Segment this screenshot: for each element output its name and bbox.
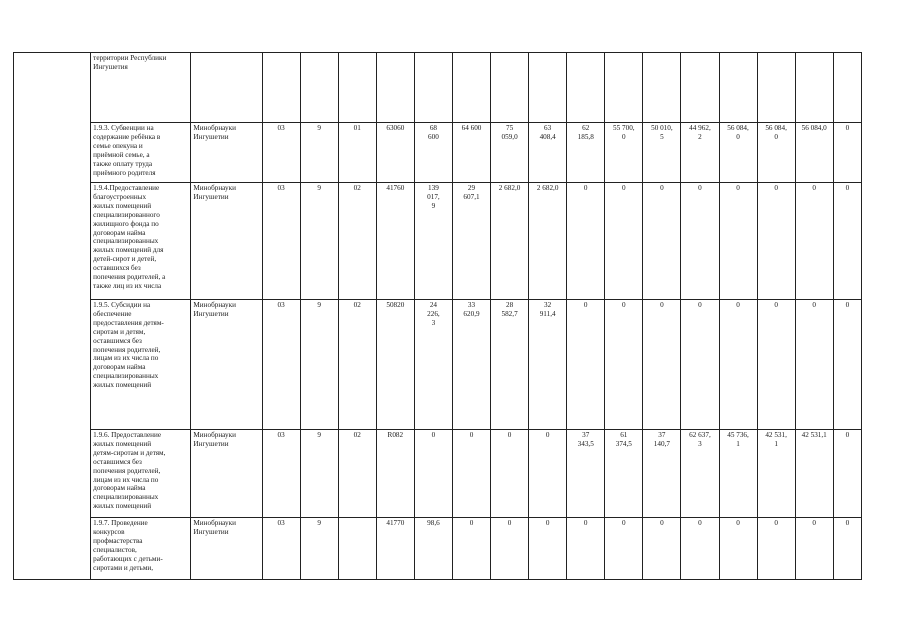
value-cell [795, 300, 833, 430]
cell-value: 0 [736, 184, 740, 192]
cell-value: 9 [317, 431, 321, 439]
value-cell [681, 183, 719, 300]
value-cell [338, 300, 376, 430]
cell-value: 0 [698, 519, 702, 527]
executor-name: Минобрнауки Ингушетии [193, 124, 236, 141]
value-cell [681, 123, 719, 183]
value-cell [567, 430, 605, 518]
value-cell [643, 300, 681, 430]
value-cell [338, 123, 376, 183]
activity-name: 1.9.6. Предоставление жилых помещений детям-сиротам и детям, оставшимся без попечения родителей, лицам из их числа по договорам найма специализированных жилых помещений [93, 431, 166, 511]
value-cell [605, 300, 643, 430]
value-cell [491, 430, 529, 518]
cell-value: 42 531,1 [801, 431, 827, 439]
cell-value: 0 [622, 301, 626, 309]
cell-value: 56 084, 0 [765, 124, 787, 141]
cell-value: 0 [845, 184, 850, 192]
value-cell [491, 183, 529, 300]
value-cell [643, 518, 681, 580]
cell-value: 0 [845, 301, 850, 309]
value-cell [262, 53, 300, 123]
value-cell [300, 123, 338, 183]
activity-name: 1.9.3. Субвенции на содержание ребёнка в семье опекуна и приёмной семье, а также оплату труда приёмного родителя [93, 124, 161, 177]
activity-name-cell [91, 300, 191, 430]
cell-value: 56 084, 0 [727, 124, 749, 141]
activity-name-cell [91, 183, 191, 300]
cell-value: 41770 [386, 519, 405, 527]
value-cell [452, 183, 490, 300]
cell-value: 42 531, 1 [765, 431, 787, 448]
value-cell [643, 430, 681, 518]
cell-value: 37 343,5 [577, 431, 594, 448]
cell-value: 03 [277, 301, 285, 309]
cell-value: 62 637, 3 [689, 431, 711, 448]
value-cell [376, 430, 414, 518]
value-cell [681, 53, 719, 123]
cell-value: 44 962, 2 [689, 124, 711, 141]
cell-value: 0 [774, 301, 778, 309]
cell-value: 0 [545, 519, 550, 527]
value-cell [414, 53, 452, 123]
cell-value: 0 [622, 519, 626, 527]
cell-value: 9 [317, 301, 321, 309]
value-cell [833, 183, 861, 300]
value-cell [452, 300, 490, 430]
table-row [14, 53, 862, 123]
cell-value: 55 700, 0 [613, 124, 635, 141]
value-cell [605, 123, 643, 183]
cell-value: 0 [622, 184, 626, 192]
value-cell [338, 53, 376, 123]
cell-value: 0 [845, 124, 850, 132]
value-cell [452, 53, 490, 123]
executor-cell [191, 183, 262, 300]
activity-name-cell [91, 430, 191, 518]
value-cell [567, 123, 605, 183]
value-cell [529, 183, 567, 300]
value-cell [719, 53, 757, 123]
executor-cell [191, 430, 262, 518]
cell-value: 02 [353, 184, 361, 192]
value-cell [833, 53, 861, 123]
table-row [14, 300, 862, 430]
value-cell [719, 183, 757, 300]
value-cell [491, 123, 529, 183]
executor-cell [191, 300, 262, 430]
cell-value: 0 [583, 519, 588, 527]
activity-name-cell [91, 123, 191, 183]
cell-value: 33 620,9 [463, 301, 480, 318]
value-cell [833, 123, 861, 183]
value-cell [529, 53, 567, 123]
value-cell [567, 300, 605, 430]
cell-value: 0 [469, 519, 474, 527]
activity-name-cell [91, 518, 191, 580]
value-cell [338, 518, 376, 580]
cell-value: 64 600 [461, 124, 482, 132]
value-cell [757, 53, 795, 123]
value-cell [262, 300, 300, 430]
value-cell [338, 183, 376, 300]
cell-value: 9 [317, 124, 321, 132]
value-cell [414, 518, 452, 580]
value-cell [605, 183, 643, 300]
cell-value: 63 408,4 [539, 124, 556, 141]
cell-value: 41760 [386, 184, 405, 192]
activity-name-cell [91, 53, 191, 123]
cell-value: 24 226, 3 [427, 301, 440, 327]
value-cell [414, 183, 452, 300]
value-cell [300, 300, 338, 430]
cell-value: 9 [317, 519, 321, 527]
cell-value: 03 [277, 519, 285, 527]
cell-value: 0 [845, 431, 850, 439]
value-cell [491, 53, 529, 123]
cell-value: 0 [774, 184, 778, 192]
value-cell [300, 518, 338, 580]
cell-value: 2 682,0 [536, 184, 559, 192]
cell-value: 0 [660, 301, 664, 309]
value-cell [338, 430, 376, 518]
cell-value: 28 582,7 [501, 301, 518, 318]
value-cell [300, 183, 338, 300]
value-cell [681, 300, 719, 430]
cell-value: 0 [736, 301, 740, 309]
cell-value: 50820 [386, 301, 405, 309]
activity-name: 1.9.4.Предоставление благоустроенных жилых помещений специализированного жилищного фонда по договорам найма специализированных жилых помещений для детей-сирот и детей, оставшихся без попечения родителей, а также лиц из их числа [93, 184, 166, 290]
cell-value: 29 607,1 [463, 184, 480, 201]
value-cell [529, 518, 567, 580]
value-cell [529, 123, 567, 183]
cell-value: 0 [698, 184, 702, 192]
value-cell [452, 123, 490, 183]
activity-name: 1.9.7. Проведение конкурсов профмастерства специалистов, работающих с детьми- сиротами и детьми, [93, 519, 163, 572]
value-cell [833, 300, 861, 430]
cell-value: 0 [660, 519, 664, 527]
value-cell [262, 123, 300, 183]
value-cell [833, 430, 861, 518]
value-cell [795, 53, 833, 123]
value-cell [567, 183, 605, 300]
cell-value: 03 [277, 431, 285, 439]
cell-value: 2 682,0 [498, 184, 521, 192]
value-cell [757, 183, 795, 300]
cell-value: R082 [387, 431, 404, 439]
value-cell [605, 53, 643, 123]
cell-value: 0 [812, 301, 816, 309]
value-cell [491, 300, 529, 430]
cell-value: 45 736, 1 [727, 431, 749, 448]
value-cell [262, 183, 300, 300]
value-cell [529, 300, 567, 430]
cell-value: 0 [583, 184, 588, 192]
cell-value: 0 [469, 431, 474, 439]
cell-value: 61 374,5 [615, 431, 632, 448]
value-cell [529, 430, 567, 518]
cell-value: 03 [277, 184, 285, 192]
table-row [14, 430, 862, 518]
value-cell [376, 123, 414, 183]
value-cell [491, 518, 529, 580]
cell-value: 02 [353, 431, 361, 439]
cell-value: 0 [507, 519, 512, 527]
value-cell [376, 183, 414, 300]
cell-value: 0 [774, 519, 778, 527]
value-cell [643, 123, 681, 183]
cell-value: 32 911,4 [539, 301, 556, 318]
table-row [14, 518, 862, 580]
cell-value: 75 059,0 [501, 124, 518, 141]
value-cell [262, 518, 300, 580]
value-cell [719, 430, 757, 518]
executor-name: Минобрнауки Ингушетии [193, 431, 236, 448]
value-cell [567, 53, 605, 123]
cell-value: 0 [507, 431, 512, 439]
cell-value: 98,6 [427, 519, 440, 527]
cell-value: 0 [812, 519, 816, 527]
cell-value: 0 [698, 301, 702, 309]
value-cell [795, 123, 833, 183]
value-cell [719, 123, 757, 183]
cell-value: 0 [431, 431, 436, 439]
cell-value: 56 084,0 [801, 124, 827, 132]
executor-cell [191, 123, 262, 183]
value-cell [452, 430, 490, 518]
value-cell [376, 53, 414, 123]
cell-value: 02 [353, 301, 361, 309]
cell-value: 0 [812, 184, 816, 192]
value-cell [795, 518, 833, 580]
cell-value: 62 185,8 [577, 124, 594, 141]
value-cell [795, 430, 833, 518]
value-cell [833, 518, 861, 580]
value-cell [757, 430, 795, 518]
value-cell [605, 430, 643, 518]
cell-value: 01 [353, 124, 361, 132]
value-cell [414, 123, 452, 183]
cell-value: 68 600 [428, 124, 439, 141]
cell-value: 63060 [386, 124, 405, 132]
merged-blank-cell [14, 53, 91, 580]
value-cell [452, 518, 490, 580]
value-cell [262, 430, 300, 518]
value-cell [643, 53, 681, 123]
value-cell [643, 183, 681, 300]
cell-value: 9 [317, 184, 321, 192]
value-cell [757, 300, 795, 430]
cell-value: 0 [545, 431, 550, 439]
value-cell [681, 430, 719, 518]
cell-value: 0 [660, 184, 664, 192]
value-cell [376, 300, 414, 430]
table-row [14, 183, 862, 300]
value-cell [719, 300, 757, 430]
cell-value: 0 [845, 519, 850, 527]
value-cell [300, 53, 338, 123]
value-cell [757, 123, 795, 183]
table-row [14, 123, 862, 183]
value-cell [376, 518, 414, 580]
executor-cell [191, 518, 262, 580]
value-cell [681, 518, 719, 580]
executor-name: Минобрнауки Ингушетии [193, 301, 236, 318]
executor-name: Минобрнауки Ингушетии [193, 519, 236, 536]
executor-name: Минобрнауки Ингушетии [193, 184, 236, 201]
value-cell [605, 518, 643, 580]
activity-name: 1.9.5. Субсидии на обеспечение предоставления детям- сиротам и детям, оставшимся без попечения родителей, лицам из их числа по договорам найма специализированных жилых помещений [93, 301, 164, 390]
budget-table [13, 52, 862, 580]
cell-value: 37 140,7 [653, 431, 670, 448]
value-cell [795, 183, 833, 300]
executor-cell [191, 53, 262, 123]
value-cell [414, 430, 452, 518]
value-cell [757, 518, 795, 580]
activity-name: территории Республики Ингушетия [93, 54, 167, 71]
cell-value: 0 [583, 301, 588, 309]
cell-value: 139 017, 9 [427, 184, 440, 210]
value-cell [414, 300, 452, 430]
cell-value: 50 010, 5 [651, 124, 673, 141]
value-cell [300, 430, 338, 518]
cell-value: 03 [277, 124, 285, 132]
value-cell [719, 518, 757, 580]
value-cell [567, 518, 605, 580]
cell-value: 0 [736, 519, 740, 527]
